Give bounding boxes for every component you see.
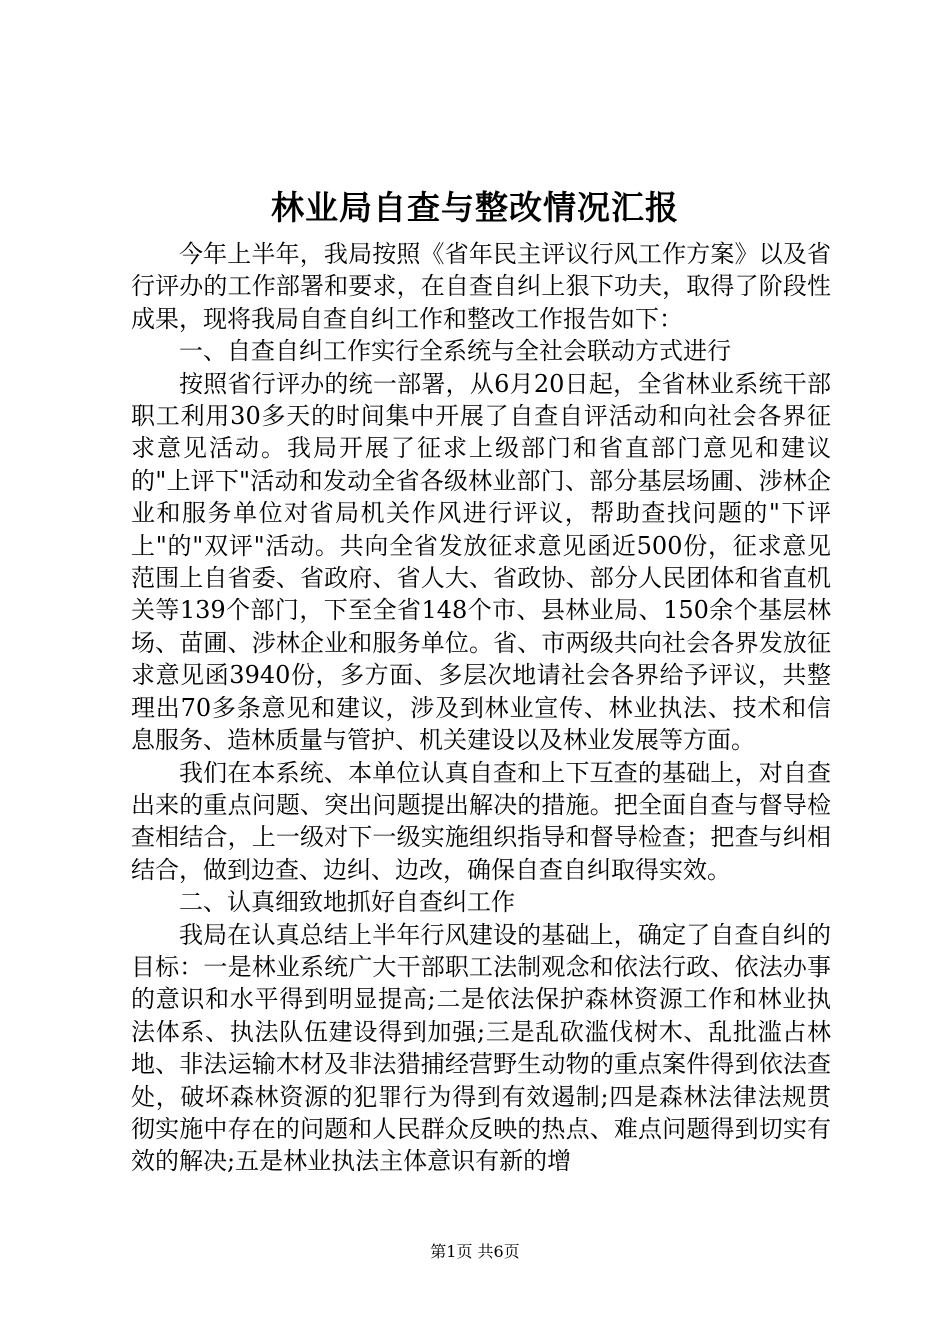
page-number-footer: 第1页 共6页 — [430, 1242, 520, 1261]
section-heading-2: 二、认真细致地抓好自查纠工作 — [179, 888, 515, 917]
paragraph-self-inspection: 我们在本系统、本单位认真自查和上下互查的基础上，对自查出来的重点问题、突出问题提出解决的措施。把全面自查与督导检查相结合，上一级对下一级实施组织指导和督导检查；把查与纠相结合，做到边查、边纠、边改，确保自查自纠取得实效。 — [131, 758, 831, 884]
section-heading-1: 一、自查自纠工作实行全系统与全社会联动方式进行 — [179, 337, 731, 366]
paragraph-intro: 今年上半年，我局按照《省年民主评议行风工作方案》以及省行评办的工作部署和要求，在自查自纠上狠下功夫，取得了阶段性成果，现将我局自查自纠工作和整改工作报告如下： — [131, 240, 831, 333]
paragraph-goals: 我局在认真总结上半年行风建设的基础上，确定了自查自纠的目标：一是林业系统广大干部职工法制观念和依法行政、依法办事的意识和水平得到明显提高;二是依法保护森林资源工作和林业执法体系、执法队伍建设得到加强;三是乱砍滥伐树木、乱批滥占林地、非法运输木材及非法猎捕经营野生动物的重点案件得到依法查处，破坏森林资源的犯罪行为得到有效遏制;四是森林法律法规贯彻实施中存在的问题和人民群众反映的热点、难点问题得到切实有效的解决;五是林业执法主体意识有新的增 — [131, 920, 831, 1176]
document-title: 林业局自查与整改情况汇报 — [271, 188, 679, 227]
paragraph-solicitation: 按照省行评办的统一部署，从6月20日起，全省林业系统干部职工利用30多天的时间集中开展了自查自评活动和向社会各界征求意见活动。我局开展了征求上级部门和省直部门意见和建议的"上评下"活动和发动全省各级林业部门、部分基层场圃、涉林企业和服务单位对省局机关作风进行评议，帮助查找问题的"下评上"的"双评"活动。共向全省发放征求意见函近500份，征求意见范围上自省委、省政府、省人大、省政协、部分人民团体和省直机关等139个部门，下至全省148个市、县林业局、150余个基层林场、苗圃、涉林企业和服务单位。省、市两级共向社会各界发放征求意见函3940份，多方面、多层次地请社会各界给予评议，共整理出70多条意见和建议，涉及到林业宣传、林业执法、技术和信息服务、造林质量与管护、机关建设以及林业发展等方面。 — [131, 369, 831, 755]
document-body — [131, 238, 831, 1178]
